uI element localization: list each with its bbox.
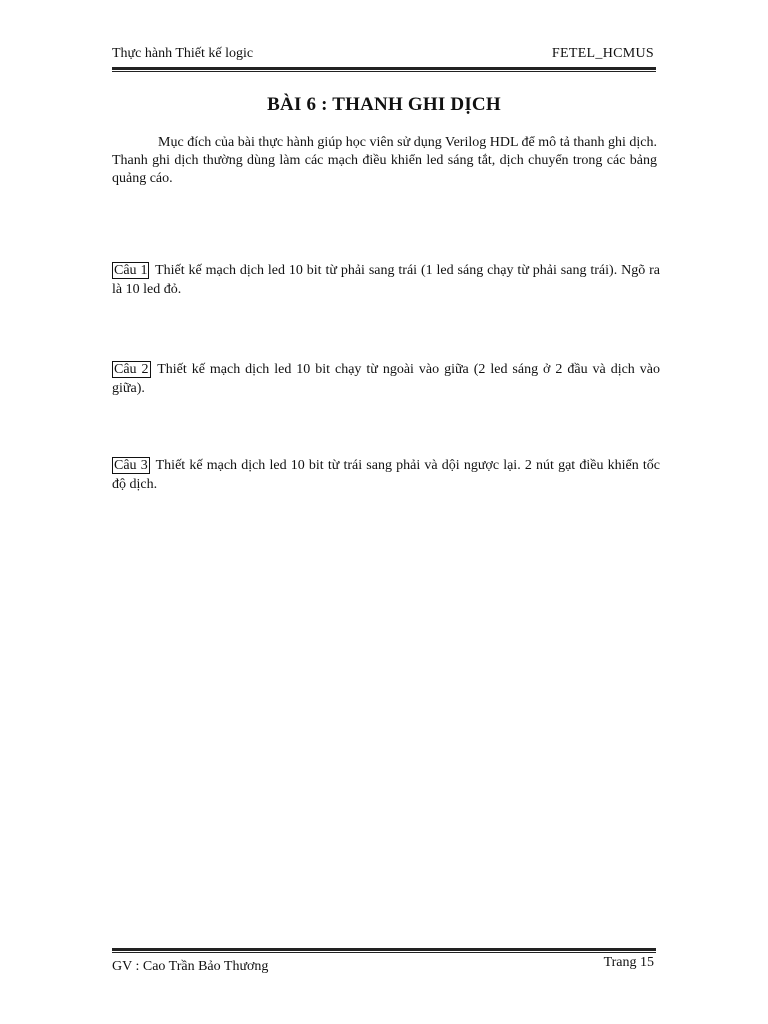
question-3 (112, 456, 660, 494)
header-divider (112, 67, 656, 72)
question-1-text: Thiết kế mạch dịch led 10 bit từ phải sang trái (1 led sáng chạy từ phải sang trái). Ngõ ra là 10 led đỏ. (112, 263, 660, 297)
question-3-label: Câu 3 (114, 458, 148, 473)
footer-author: GV : Cao Trần Bảo Thương (112, 959, 269, 974)
question-2-text: Thiết kế mạch dịch led 10 bit chạy từ ngoài vào giữa (2 led sáng ở 2 đầu và dịch vào giữa). (112, 362, 660, 396)
footer-divider (112, 948, 656, 953)
page-title: BÀI 6 : THANH GHI DỊCH (267, 94, 501, 115)
question-2 (112, 360, 660, 398)
intro-paragraph: Mục đích của bài thực hành giúp học viên sử dụng Verilog HDL để mô tả thanh ghi dịch. Thanh ghi dịch thường dùng làm các mạch điều khiển led sáng tắt, dịch chuyển trong các bảng quảng cáo. (112, 135, 657, 186)
footer-page-number: Trang 15 (603, 955, 654, 970)
header-course-title: Thực hành Thiết kế logic (112, 46, 254, 61)
question-1-label: Câu 1 (114, 263, 148, 278)
question-3-text: Thiết kế mạch dịch led 10 bit từ trái sang phải và dội ngược lại. 2 nút gạt điều khiển tốc độ dịch. (112, 458, 660, 492)
question-2-label: Câu 2 (114, 362, 149, 377)
question-1 (112, 261, 660, 299)
header-department: FETEL_HCMUS (551, 46, 654, 61)
